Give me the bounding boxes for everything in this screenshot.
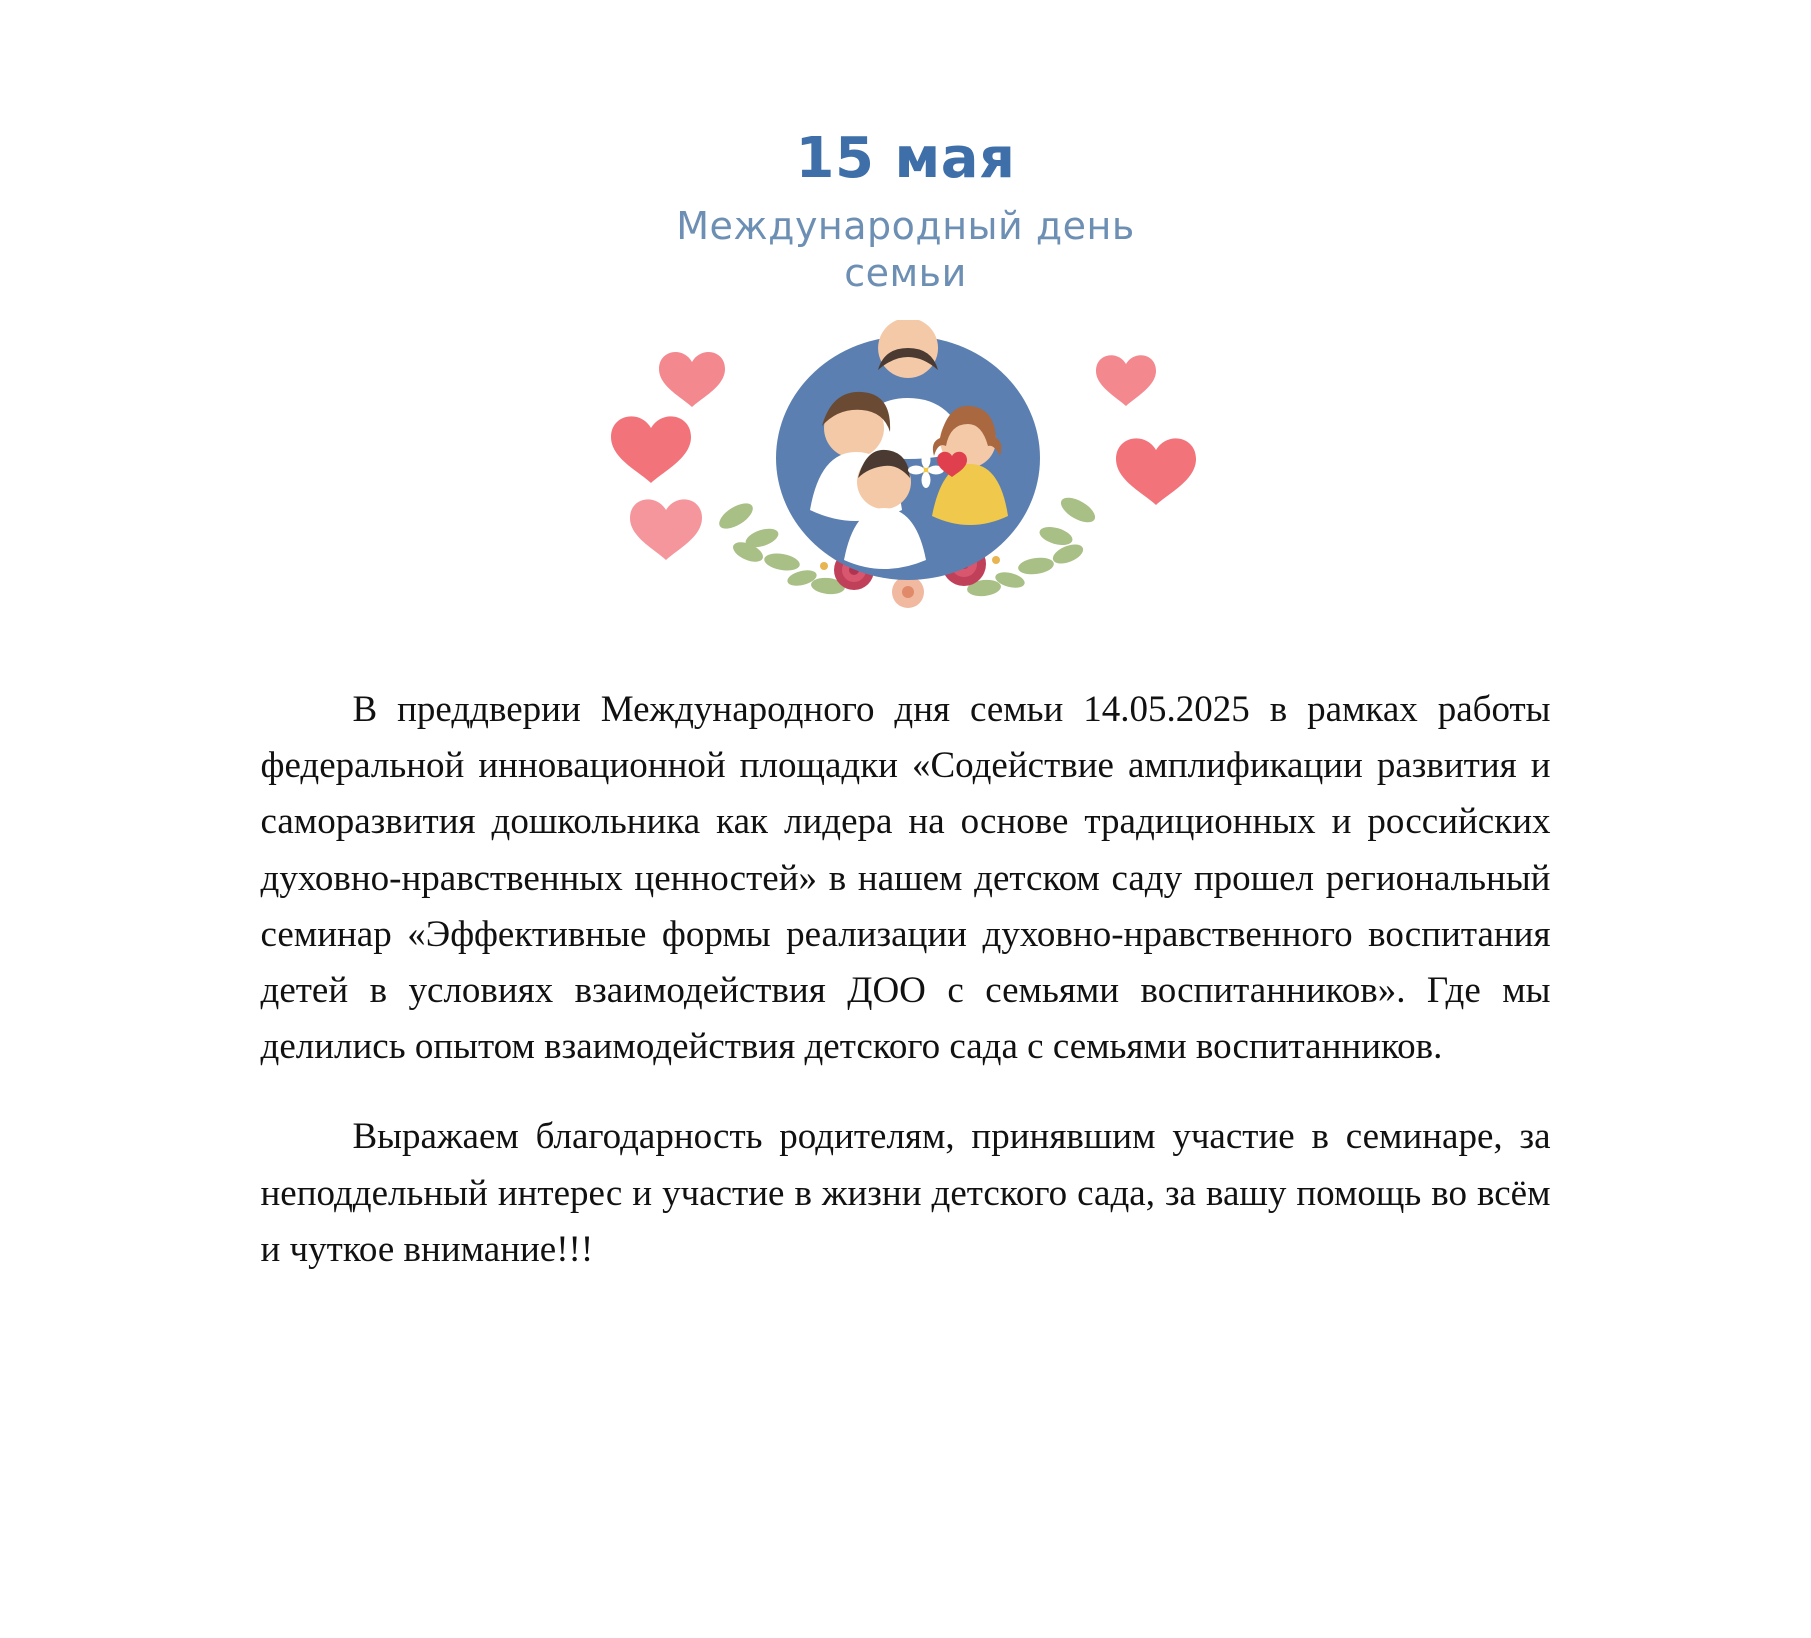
paragraph-1: В преддверии Международного дня семьи 14.05.2025 в рамках работы федеральной инновационной площадки «Содействие амплификации развития и саморазвития дошкольника как лидера на основе традиционных и российских духовно-нравственных ценностей» в нашем детском саду прошел региональный семинар «Эффективные формы реализации духовно-нравственного воспитания детей в условиях взаимодействия ДОО с семьями воспитанников». Где мы делились опытом взаимодействия детского сада с семьями воспитанников. [260,688,1551,1068]
paragraph-2: Выражаем благодарность родителям, принявшим участие в семинаре, за неподдельный интерес и участие в жизни детского сада, за вашу помощь во всём и чуткое внимание!!! [260,1116,1551,1270]
heart-icon [659,352,725,407]
illustration-subtitle [556,203,1256,298]
family-artwork [596,320,1216,620]
illustration-subtitle-line-1: Международный день [676,203,1135,248]
illustration-date-label: 15 мая [795,126,1016,191]
heart-icon [1096,355,1156,406]
family-artwork-svg [596,320,1216,620]
illustration-subtitle-line-2: семьи [844,251,967,296]
family-circle [776,320,1040,580]
flower-icon [892,576,924,608]
article-body [261,620,1551,1278]
heart-icon [1116,438,1196,505]
heart-icon [611,416,691,483]
page-bottom-spacer [0,1278,1811,1638]
heart-icon [630,499,702,560]
family-day-illustration [556,0,1256,620]
